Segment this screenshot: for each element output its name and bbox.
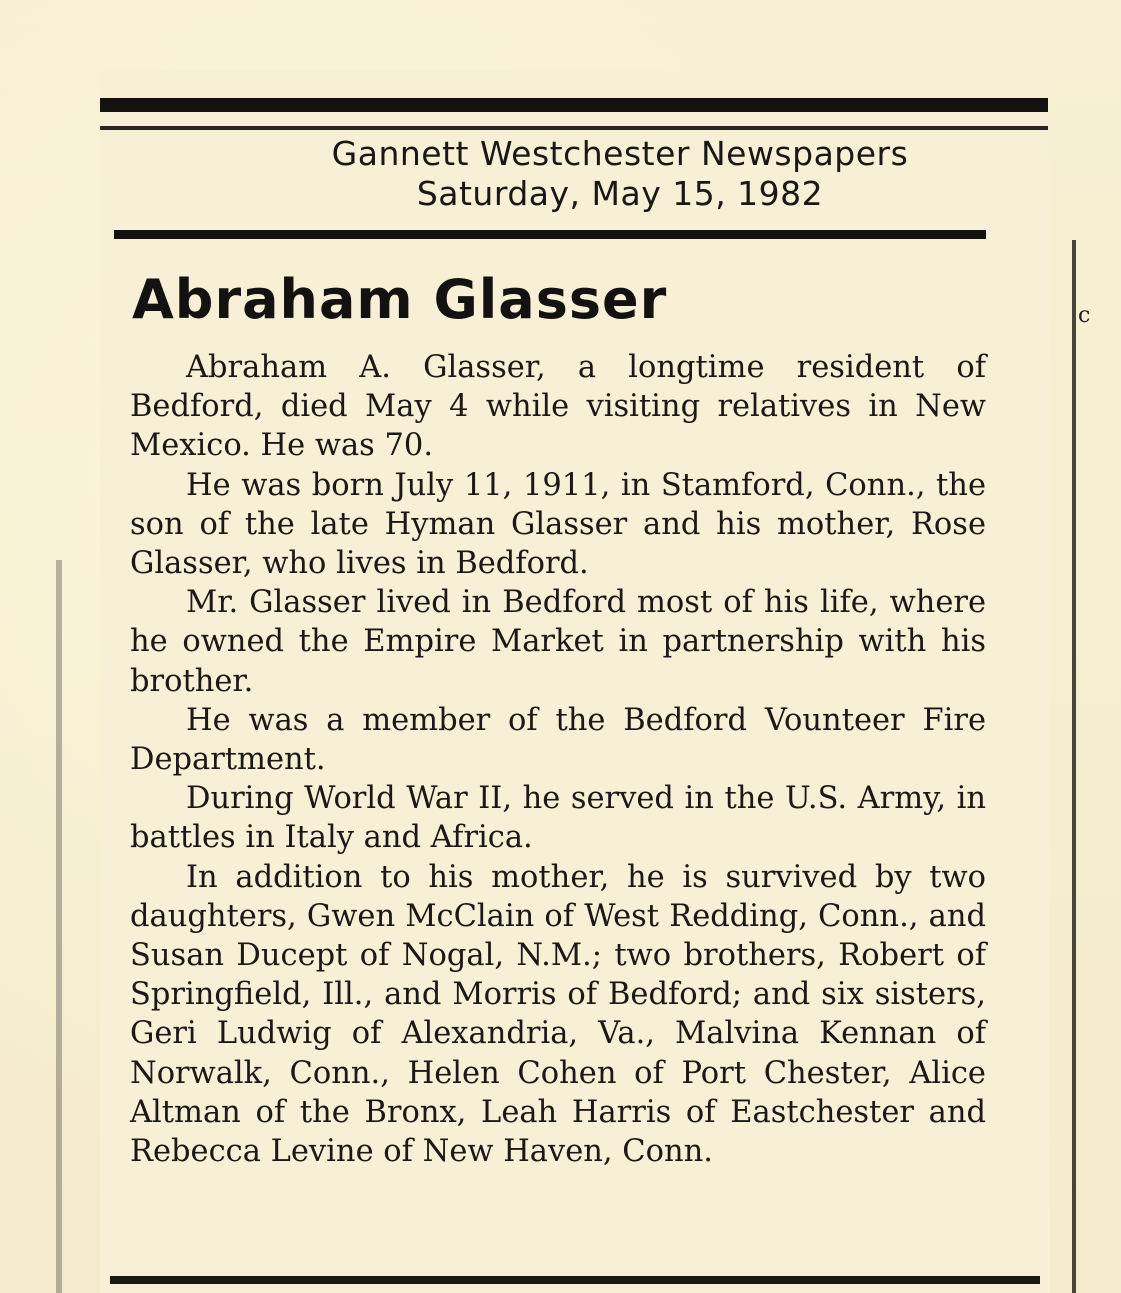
top-rule bbox=[100, 98, 1048, 112]
adjacent-column-rule bbox=[1072, 240, 1076, 1293]
masthead-rule bbox=[114, 230, 986, 239]
clipping-left-edge bbox=[56, 560, 62, 1293]
paragraph-death: Abraham A. Glasser, a longtime resident of Bedford, died May 4 while visiting relatives in New Mexico. He was 70. bbox=[130, 350, 986, 464]
paragraph-military: During World War II, he served in the U.S. Army, in battles in Italy and Africa. bbox=[130, 781, 986, 856]
paragraph-fire-department: He was a member of the Bedford Vounteer Fire Department. bbox=[130, 702, 986, 778]
adjacent-column-fragment: c bbox=[1078, 303, 1091, 328]
masthead bbox=[200, 134, 1040, 214]
publication-date: Saturday, May 15, 1982 bbox=[416, 174, 824, 213]
paragraph-survivors: In addition to his mother, he is survived by two daughters, Gwen McClain of West Redding, Conn., and Susan Ducept of Nogal, N.M.; two brothers, Robert of Springfield, Ill., and Morris of Bedford; and six sisters, Geri Ludwig of Alexandria, Va., Malvina Kennan of Norwalk, Conn., Helen Cohen of Port Chester, Alice Altman of the Bronx, Leah Harris of Eastchester and Rebecca Levine of New Haven, Conn. bbox=[130, 859, 986, 1170]
top-thin-rule bbox=[100, 126, 1048, 130]
obituary-body bbox=[130, 348, 986, 1171]
obituary-headline: Abraham Glasser bbox=[132, 268, 668, 331]
publication-name: Gannett Westchester Newspapers bbox=[331, 134, 909, 173]
paragraph-business: Mr. Glasser lived in Bedford most of his life, where he owned the Empire Market in partnership with his brother. bbox=[130, 585, 986, 699]
bottom-rule bbox=[110, 1276, 1040, 1284]
paragraph-birth: He was born July 11, 1911, in Stamford, Conn., the son of the late Hyman Glasser and his mother, Rose Glasser, who lives in Bedford. bbox=[130, 467, 986, 582]
